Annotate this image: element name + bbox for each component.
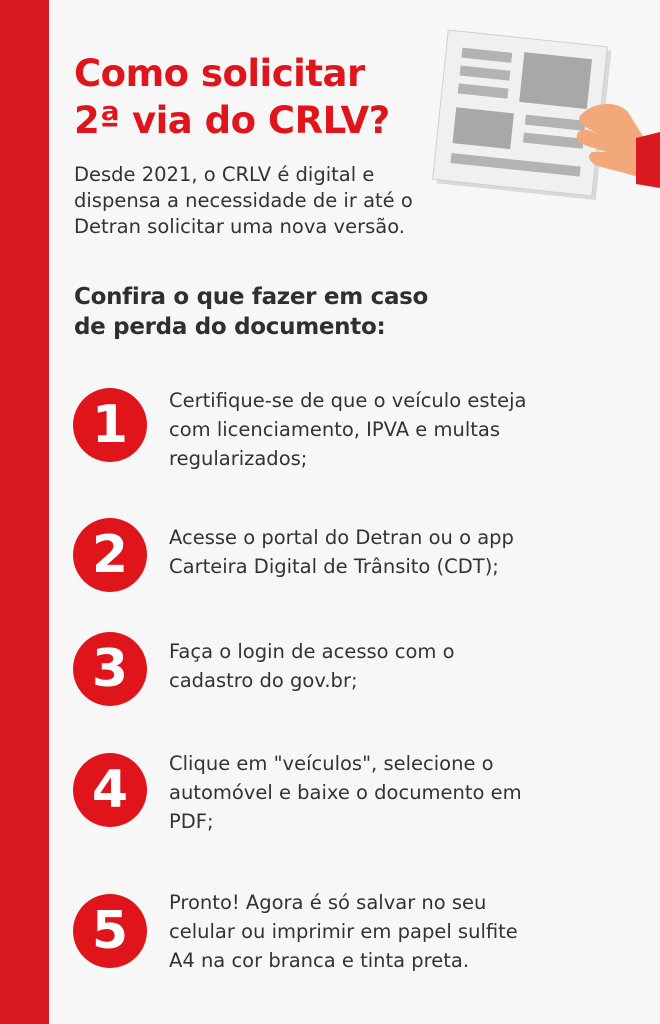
step-text-line: PDF;	[169, 810, 214, 833]
step-text-line: com licenciamento, IPVA e multas	[169, 418, 501, 441]
title-line: 2ª via do CRLV?	[74, 99, 390, 142]
step-text	[169, 386, 649, 473]
step-text	[169, 749, 649, 836]
step-text-line: Faça o login de acesso com o	[169, 640, 455, 663]
subtitle-line: de perda do documento:	[74, 314, 386, 340]
step-text-line: celular ou imprimir em papel sulfite	[169, 920, 518, 943]
step-text-line: Pronto! Agora é só salvar no seu	[169, 891, 487, 914]
step-text	[169, 637, 649, 695]
step-text-line: regularizados;	[169, 447, 308, 470]
step-number-badge: 1	[73, 388, 147, 462]
step-text-line: Clique em "veículos", selecione o	[169, 752, 494, 775]
page-title	[74, 50, 454, 144]
step-text-line: automóvel e baixe o documento em	[169, 781, 522, 804]
side-accent-bar	[0, 0, 49, 1024]
step-number-badge: 3	[73, 632, 147, 706]
step-text-line: Acesse o portal do Detran ou o app	[169, 526, 514, 549]
step-text-line: Certifique-se de que o veículo esteja	[169, 389, 527, 412]
step-text-line: Carteira Digital de Trânsito (CDT);	[169, 555, 499, 578]
intro-line: dispensa a necessidade de ir até o	[74, 189, 413, 212]
subtitle-line: Confira o que fazer em caso	[74, 284, 429, 310]
intro-paragraph	[74, 162, 494, 240]
step-text	[169, 888, 649, 975]
step-number-badge: 4	[73, 753, 147, 827]
step-text	[169, 523, 649, 581]
intro-line: Detran solicitar uma nova versão.	[74, 215, 405, 238]
step-number-badge: 5	[73, 894, 147, 968]
step-text-line: A4 na cor branca e tinta preta.	[169, 949, 470, 972]
step-text-line: cadastro do gov.br;	[169, 669, 358, 692]
title-line: Como solicitar	[74, 52, 365, 95]
step-number-badge: 2	[73, 518, 147, 592]
section-subtitle	[74, 282, 514, 342]
intro-line: Desde 2021, o CRLV é digital e	[74, 163, 375, 186]
